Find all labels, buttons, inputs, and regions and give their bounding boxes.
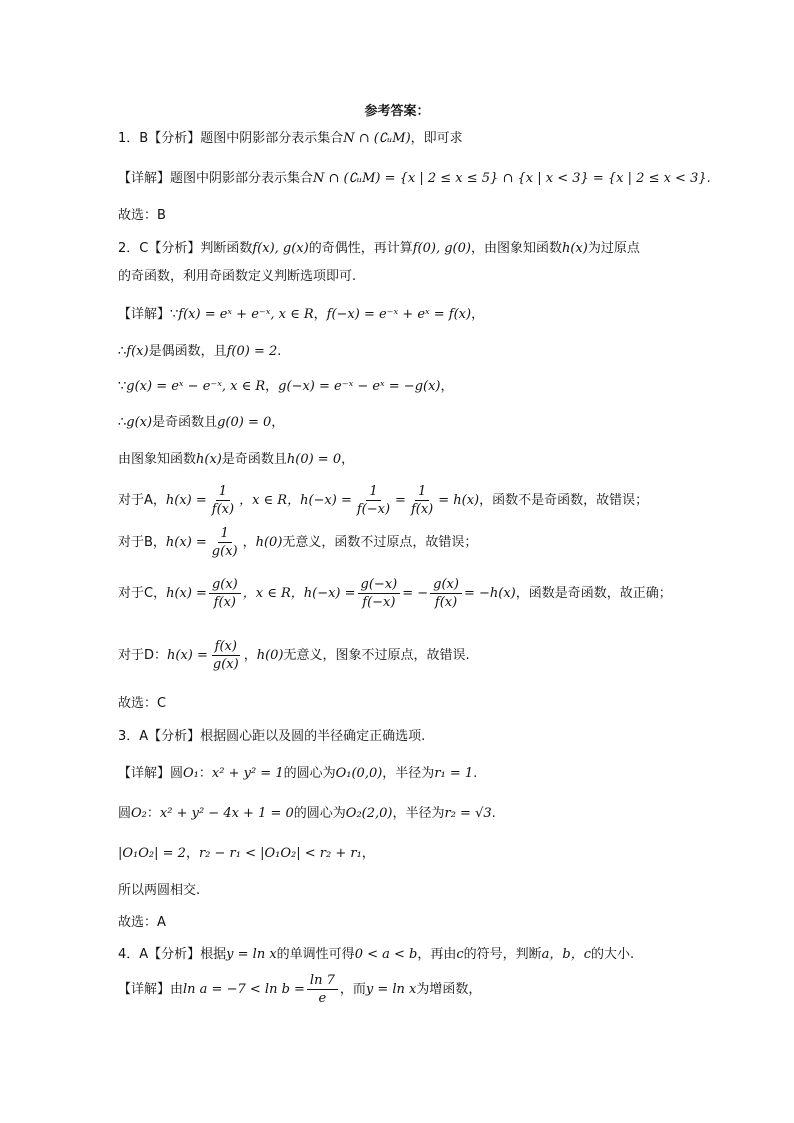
q3-d1-end: . (473, 766, 478, 781)
q2-detail-line1 (118, 306, 484, 324)
q1-detail (118, 170, 711, 188)
q2-oa-d1: f(x) (211, 502, 235, 517)
q2-d5-t1: 由图象知函数 (118, 452, 197, 467)
q2-oa-d3: f(x) (410, 502, 434, 517)
q3-d1-t4: ，半径为 (382, 766, 435, 781)
q2-oa-n1: 1 (216, 483, 230, 501)
page-title: 参考答案： (364, 104, 430, 119)
q2-oc-d1: f(x) (213, 595, 236, 610)
q2-d3-end: ， (440, 379, 454, 394)
q2-d1-end: ， (471, 307, 485, 322)
q1-analysis-tail: ，即可求 (410, 131, 463, 146)
q3-choice: 故选：A (118, 915, 166, 930)
q2-d3-sep: ， (265, 379, 279, 394)
q2-od-m: h(0) (256, 648, 284, 663)
q2-oa-eq: = (395, 493, 406, 508)
q2-d1-m1: f(x) = eˣ + e⁻ˣ, x ∈ R (178, 307, 314, 322)
q3-d2-t3: 的圆心为 (293, 806, 346, 821)
q2-analysis-line1 (118, 240, 640, 258)
q4-d-t3: 为增函数， (416, 982, 482, 997)
q3-d3-m1: |O₁O₂| = 2 (118, 846, 186, 861)
q2-ob-lead: 对于B， (118, 535, 166, 550)
q2-d3-m2: g(−x) = e⁻ˣ − eˣ = −g(x) (278, 379, 441, 394)
q4-d-frac (307, 972, 338, 1007)
q4-d-t2: ，而 (339, 982, 366, 997)
q2-ob-tail: 无意义，函数不过原点，故错误； (282, 535, 478, 550)
q2-d4-m2: g(0) = 0 (217, 415, 272, 430)
q2-d2-m1: f(x) (126, 344, 149, 359)
q2-d4-end: ， (271, 415, 285, 430)
q4-d-n: ln 7 (307, 972, 338, 990)
q2-d4-m1: g(x) (126, 415, 153, 430)
q2-oc-tail: ，函数是奇函数，故正确； (515, 586, 672, 601)
q2-d5-m1: h(x) (196, 452, 222, 467)
q2-a1-m1: f(x), g(x) (252, 241, 309, 256)
q4-a-t3: ，再由 (417, 947, 457, 962)
q3-d2-m1: O₂ (131, 806, 147, 821)
q3-d1-t2: ： (198, 766, 212, 781)
q2-oa-frac2 (354, 483, 393, 518)
q2-oa-frac1 (209, 483, 237, 518)
q2-oa-n2: 1 (366, 483, 380, 501)
q2-analysis-line2: 的奇函数，利用奇函数定义判断选项即可. (118, 269, 357, 284)
q4-a-m2: 0 < a < b (354, 947, 418, 962)
q2-detail-line3 (118, 378, 454, 396)
q2-oc-eq: = − (402, 586, 429, 601)
q2-od-tail: 无意义，图象不过原点，故错误. (283, 648, 470, 663)
q2-detail-line5 (118, 451, 354, 469)
q2-a1: 2．C【分析】判断函数 (118, 241, 253, 256)
q2-a1-t4: 为过原点 (587, 241, 640, 256)
q2-oc-n2: g(−x) (358, 576, 401, 594)
q2-oa-n3: 1 (415, 483, 429, 501)
q4-analysis (118, 946, 634, 964)
q1-detail-math: N ∩ (∁ᵤM) = {x | 2 ≤ x ≤ 5} ∩ {x | x < 3} = {x | 2 ≤ x < 3}. (313, 171, 711, 186)
q3-d2-m2: x² + y² − 4x + 1 = 0 (159, 806, 294, 821)
q2-oc-frac3 (430, 576, 462, 611)
q2-d2-lead: ∴ (118, 344, 127, 359)
q3-d1-m1: O₁ (183, 766, 199, 781)
q2-oc-lead: 对于C， (118, 586, 167, 601)
q3-d2-m4: r₂ = √3 (444, 806, 492, 821)
q3-d1-m2: x² + y² = 1 (211, 766, 284, 781)
q2-ob-frac (209, 525, 241, 560)
q3-d1-m3: O₁(0,0) (335, 766, 383, 781)
q2-a1-t2: 的奇偶性，再计算 (308, 241, 413, 256)
q2-oc-frac2 (358, 576, 401, 611)
q4-a-t1: 4．A【分析】根据 (118, 947, 227, 962)
q2-od-lead: 对于D： (118, 648, 168, 663)
q3-d2-t2: ： (146, 806, 160, 821)
q2-oc-n3: g(x) (430, 576, 462, 594)
q2-od-hx: h(x) = (167, 648, 208, 663)
q2-oc-hmx: h(−x) = (303, 586, 356, 601)
q2-oc-d2: f(−x) (362, 595, 396, 610)
q2-ob-hx: h(x) = (165, 535, 207, 550)
q4-detail (118, 972, 481, 1007)
q2-option-b (118, 525, 477, 560)
q2-a1-m3: h(x) (561, 241, 588, 256)
q2-d4-lead: ∴ (118, 415, 127, 430)
q3-analysis: 3．A【分析】根据圆心距以及圆的半径确定正确选项. (118, 729, 426, 744)
q3-d1-m4: r₁ = 1 (434, 766, 474, 781)
q2-ob-d: g(x) (211, 544, 238, 559)
q2-oa-hx: h(x) = (165, 493, 207, 508)
q2-d2-t: 是偶函数，且 (148, 344, 227, 359)
q2-detail-line2 (118, 343, 281, 361)
q4-a-t2: 的单调性可得 (276, 947, 355, 962)
q3-d1-t1: 【详解】圆 (118, 766, 184, 781)
q2-oc-xr: ，x ∈ R， (242, 586, 304, 601)
q2-oa-tail: ，函数不是奇函数，故错误； (479, 493, 649, 508)
q1-detail-text: 【详解】题图中阴影部分表示集合 (118, 171, 314, 186)
q2-d5-t2: 是奇函数且 (221, 452, 287, 467)
q2-d1-sep: ， (313, 307, 327, 322)
q2-d3-lead: ∵ (118, 379, 127, 394)
q2-oc-d3: f(x) (434, 595, 458, 610)
q2-choice: 故选：C (118, 696, 167, 711)
q2-detail-line4 (118, 414, 284, 432)
q4-d-m1: ln a = −7 < ln b = (183, 982, 305, 997)
q2-d5-end: ， (341, 452, 355, 467)
q2-oa-frac3 (408, 483, 436, 518)
q2-ob-sep: ， (242, 535, 256, 550)
q4-a-m1: y = ln x (226, 947, 277, 962)
q2-d5-m2: h(0) = 0 (286, 452, 342, 467)
q2-a1-m2: f(0), g(0) (412, 241, 471, 256)
q3-d2-m3: O₂(2,0) (345, 806, 393, 821)
q2-od-d: g(x) (212, 657, 239, 672)
q4-a-m4: a，b，c (541, 947, 592, 962)
q1-analysis-text: 1．B【分析】题图中阴影部分表示集合 (118, 131, 344, 146)
q3-d1-t3: 的圆心为 (283, 766, 336, 781)
q2-d1-m2: f(−x) = e⁻ˣ + eˣ = f(x) (326, 307, 472, 322)
q3-d3-m2: r₂ − r₁ < |O₁O₂| < r₂ + r₁ (198, 846, 362, 861)
q2-oa-tail-m: = h(x) (438, 493, 480, 508)
q3-d3-end: ， (361, 846, 375, 861)
q2-od-frac (210, 638, 242, 673)
q2-ob-n: 1 (218, 525, 232, 543)
q2-option-d (118, 638, 470, 673)
q2-d2-end: . (277, 344, 282, 359)
q2-d4-t: 是奇函数且 (152, 415, 218, 430)
q2-d2-m2: f(0) = 2 (226, 344, 278, 359)
q2-oc-hx: h(x) = (166, 586, 207, 601)
q3-d3-sep: ， (185, 846, 199, 861)
q2-oa-xr: ，x ∈ R， (239, 493, 301, 508)
q3-detail-line1 (118, 765, 477, 783)
q3-detail-line2 (118, 805, 496, 823)
q2-option-a (118, 483, 648, 518)
q4-a-m3: c (456, 947, 464, 962)
q2-oa-d2: f(−x) (356, 502, 391, 517)
q3-conclusion: 所以两圆相交. (118, 883, 201, 898)
q2-oc-n1: g(x) (209, 576, 241, 594)
q2-od-sep: ， (243, 648, 257, 663)
q2-oc-tail-m: = −h(x) (463, 586, 516, 601)
q2-od-n: f(x) (212, 638, 240, 656)
q1-choice: 故选：B (118, 208, 166, 223)
q3-detail-line3 (118, 845, 375, 863)
q3-d2-t1: 圆 (118, 806, 132, 821)
q4-a-t5: 的大小. (591, 947, 635, 962)
q2-option-c (118, 576, 672, 611)
q2-a1-t3: ，由图象知函数 (470, 241, 562, 256)
q2-oa-hmx: h(−x) = (300, 493, 352, 508)
q4-d-t1: 【详解】由 (118, 982, 184, 997)
q2-oc-frac1 (209, 576, 241, 611)
q4-a-t4: 的符号，判断 (463, 947, 542, 962)
q4-d-m2: y = ln x (365, 982, 417, 997)
q3-d2-t4: ，半径为 (392, 806, 445, 821)
q4-d-d: e (318, 991, 327, 1006)
q2-oa-lead: 对于A， (118, 493, 166, 508)
q1-analysis (118, 130, 463, 148)
q2-d1-lead: 【详解】∵ (118, 307, 179, 322)
q3-d2-end: . (491, 806, 496, 821)
q1-analysis-math: N ∩ (∁ᵤM) (343, 131, 411, 146)
q2-d3-m1: g(x) = eˣ − e⁻ˣ, x ∈ R (126, 379, 266, 394)
q2-ob-m: h(0) (255, 535, 283, 550)
